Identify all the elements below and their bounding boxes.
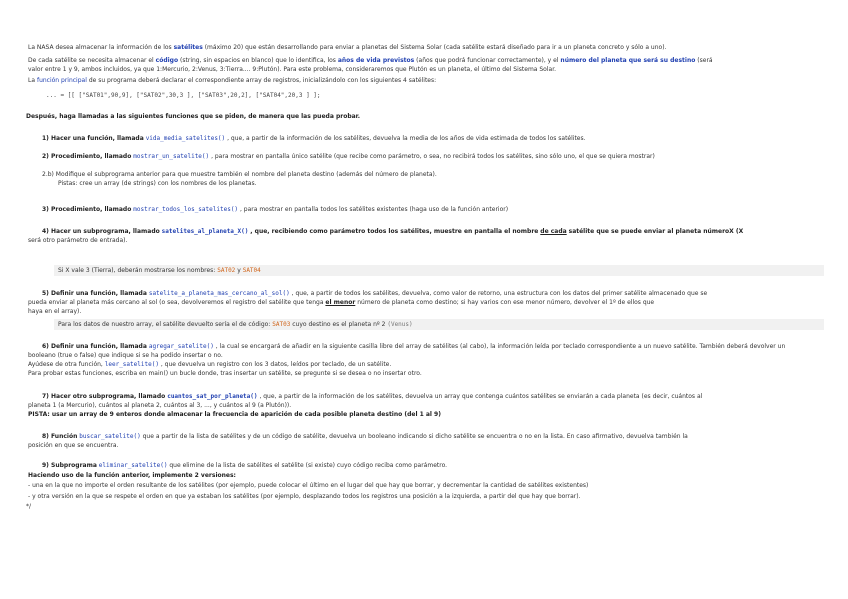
item-4-line-2 bbox=[28, 237, 127, 245]
keyword: número del planeta que será su destino bbox=[560, 57, 696, 64]
text: 4) Hacer un subprograma, llamado bbox=[42, 228, 160, 235]
function-name: satelites_al_planeta_X() bbox=[161, 228, 249, 235]
text: , que, a partir de la información de los satélites, devuelva la media de los años de vida estimada de todos los satélites. bbox=[227, 135, 586, 142]
code-value: SAT03 bbox=[272, 321, 291, 328]
text: 1) Hacer una función, llamada bbox=[42, 135, 144, 142]
text: y bbox=[237, 267, 241, 274]
text: planeta 1 (a Mercurio), cuántos al planeta 2, cuántos al 3, ..., y cuántos al 9 (a Plutón)). bbox=[28, 402, 292, 409]
text: de cada bbox=[540, 228, 567, 235]
item-5-example bbox=[58, 321, 413, 329]
code-value: SAT04 bbox=[242, 267, 261, 274]
code-initializer: ... = [[ ["SAT01",90,9], ["SAT02",30,3 ], ["SAT03",20,2], ["SAT04",20,3 ] ]; bbox=[46, 92, 321, 99]
item-6-line-3 bbox=[28, 361, 391, 369]
item-5-line-2 bbox=[28, 299, 654, 307]
text: (será bbox=[697, 57, 713, 64]
item-7-line-3 bbox=[28, 411, 441, 419]
item-8-line-2 bbox=[28, 442, 118, 450]
item-5-line-1 bbox=[42, 290, 707, 298]
text: (máximo 20) que están desarrollando para enviar a planetas del Sistema Solar (cada satélite estará diseñado para ir a un planeta concreto y sólo a uno). bbox=[204, 44, 667, 51]
text: , para mostrar en pantalla único satélite (que recibe como parámetro, o sea, no recibirá todos los satélites, sino sólo uno, el que se quiera mostrar) bbox=[211, 153, 655, 160]
item-6-line-4 bbox=[28, 370, 422, 378]
function-name: satelite_a_planeta_mas_cercano_al_sol() bbox=[148, 290, 290, 297]
text: 5) Definir una función, llamada bbox=[42, 290, 147, 297]
text: , para mostrar en pantalla todos los satélites existentes (haga uso de la función anterior) bbox=[239, 206, 509, 213]
text: que elimine de la lista de satélites el satélite (si existe) cuyo código reciba como parámetro. bbox=[169, 462, 448, 469]
function-name: leer_satelite() bbox=[104, 361, 159, 368]
function-name: buscar_satelite() bbox=[79, 433, 141, 440]
item-2b bbox=[42, 171, 437, 179]
text: De cada satélite se necesita almacenar el bbox=[28, 57, 154, 64]
keyword: función principal bbox=[36, 77, 87, 84]
text: Si X vale 3 (Tierra), deberán mostrarse los nombres: bbox=[58, 267, 216, 274]
text: número de planeta como destino; si hay varios con ese menor número, devolver el 1º de ellos que bbox=[357, 299, 655, 306]
keyword: código bbox=[155, 57, 179, 64]
text: el menor bbox=[325, 299, 356, 306]
item-4-example bbox=[58, 267, 261, 275]
item-6-line-1 bbox=[42, 343, 785, 351]
text: 9) Subprograma bbox=[42, 462, 97, 469]
item-6-line-2 bbox=[28, 352, 223, 360]
text: PISTA: usar un array de 9 enteros donde almacenar la frecuencia de aparición de cada posible planeta destino (del 1 al 9) bbox=[28, 411, 441, 418]
text: será otro parámetro de entrada). bbox=[28, 237, 128, 244]
text: 8) Función bbox=[42, 433, 78, 440]
item-7-line-2 bbox=[28, 402, 291, 410]
text: Pistas: cree un array (de strings) con los nombres de los planetas. bbox=[58, 180, 257, 187]
item-2 bbox=[42, 153, 655, 161]
item-7-line-1 bbox=[42, 393, 702, 401]
intro-line-3 bbox=[28, 66, 556, 74]
text: (años que podrá funcionar correctamente), y el bbox=[416, 57, 559, 64]
intro-line-4 bbox=[28, 77, 436, 85]
function-name: eliminar_satelite() bbox=[98, 462, 168, 469]
comment-end: */ bbox=[26, 503, 32, 510]
item-4-line-1 bbox=[42, 228, 743, 236]
item-9-line-3: - una en la que no importe el orden resultante de los satélites (por ejemplo, puede colocar el último en el lugar del que hay que borrar, y decrementar la cantidad de satélites existentes) bbox=[28, 482, 589, 489]
text: , que, recibiendo como parámetro todos los satélites, muestre en pantalla el nombre bbox=[250, 228, 539, 235]
item-9-line-1 bbox=[42, 462, 447, 470]
text: (Venus) bbox=[387, 321, 413, 328]
text: posición en que se encuentra. bbox=[28, 442, 119, 449]
function-name: agregar_satelite() bbox=[148, 343, 214, 350]
item-5-line-3 bbox=[28, 308, 81, 316]
item-2b-hint bbox=[58, 180, 257, 188]
text: 2.b) Modifique el subprograma anterior para que muestre también el nombre del planeta destino (además del número de planeta). bbox=[42, 171, 437, 178]
item-9-line-4: - y otra versión en la que se respete el orden en que ya estaban los satélites (por ejemplo, desplazando todos los registros una posición a la izquierda, a partir del que hay que borrar). bbox=[28, 493, 581, 500]
function-name: mostrar_todos_los_satelites() bbox=[133, 206, 239, 213]
text: 6) Definir una función, llamada bbox=[42, 343, 147, 350]
text: que a partir de la lista de satélites y de un código de satélite, devuelva un booleano indicando si dicho satélite se encuentra o no en la lista. En caso afirmativo, devuelva también la bbox=[142, 433, 688, 440]
text: de su programa deberá declarar el correspondiente array de registros, inicializándolo con los siguientes 4 satélites: bbox=[88, 77, 437, 84]
keyword: satélites bbox=[173, 44, 203, 51]
text: pueda enviar al planeta más cercano al sol (o sea, devolveremos el registro del satélite que tenga bbox=[28, 299, 324, 306]
code-value: SAT02 bbox=[217, 267, 236, 274]
text: haya en el array). bbox=[28, 308, 82, 315]
text: Para los datos de nuestro array, el satélite devuelto sería el de código: bbox=[58, 321, 271, 328]
text: La bbox=[28, 77, 36, 84]
intro-line-2 bbox=[28, 57, 713, 65]
item-9-line-2: Haciendo uso de la función anterior, implemente 2 versiones: bbox=[28, 472, 236, 479]
text: cuyo destino es el planeta nº 2 bbox=[292, 321, 386, 328]
text: , la cual se encargará de añadir en la siguiente casilla libre del array de satélites (al cabo), la información leída por teclado correspondiente a un nuevo satélite. También deberá devolver un bbox=[215, 343, 786, 350]
text: booleano (true o false) que indique si se ha podido insertar o no. bbox=[28, 352, 223, 359]
text: 7) Hacer otro subprograma, llamado bbox=[42, 393, 166, 400]
text: satélite que se puede enviar al planeta númeroX (X bbox=[568, 228, 744, 235]
keyword: años de vida previstos bbox=[337, 57, 415, 64]
item-1 bbox=[42, 135, 586, 143]
item-3 bbox=[42, 206, 508, 214]
text: 2) Procedimiento, llamado bbox=[42, 153, 132, 160]
text: Ayúdese de otra función, bbox=[28, 361, 103, 368]
text: , que, a partir de todos los satélites, devuelva, como valor de retorno, una estructura con los datos del primer satélite almacenado que se bbox=[291, 290, 708, 297]
function-name: mostrar_un_satelite() bbox=[133, 153, 210, 160]
text: , que devuelva un registro con los 3 datos, leídos por teclado, de un satélite. bbox=[160, 361, 392, 368]
text: 3) Procedimiento, llamado bbox=[42, 206, 132, 213]
text: , que, a partir de la información de los satélites, devuelva un array que contenga cuántos satélites se enviarán a cada planeta (es decir, cuántos al bbox=[259, 393, 703, 400]
item-8-line-1 bbox=[42, 433, 688, 441]
after-heading: Después, haga llamadas a las siguientes funciones que se piden, de manera que las pueda probar. bbox=[26, 113, 361, 120]
text: La NASA desea almacenar la información de los bbox=[28, 44, 172, 51]
intro-line-1 bbox=[28, 44, 666, 52]
function-name: cuantos_sat_por_planeta() bbox=[167, 393, 258, 400]
text: (string, sin espacios en blanco) que lo identifica, los bbox=[180, 57, 336, 64]
function-name: vida_media_satelites() bbox=[145, 135, 226, 142]
text: valor entre 1 y 9, ambos incluidos, ya que 1:Mercurio, 2:Venus, 3:Tierra.... 9:Plutón). Para este problema, consideraremos que Plutón es un planeta, el último del Sistema Solar. bbox=[28, 66, 557, 73]
text: Para probar estas funciones, escriba en main() un bucle donde, tras insertar un satélite, se pregunte si se desea o no insertar otro. bbox=[28, 370, 422, 377]
